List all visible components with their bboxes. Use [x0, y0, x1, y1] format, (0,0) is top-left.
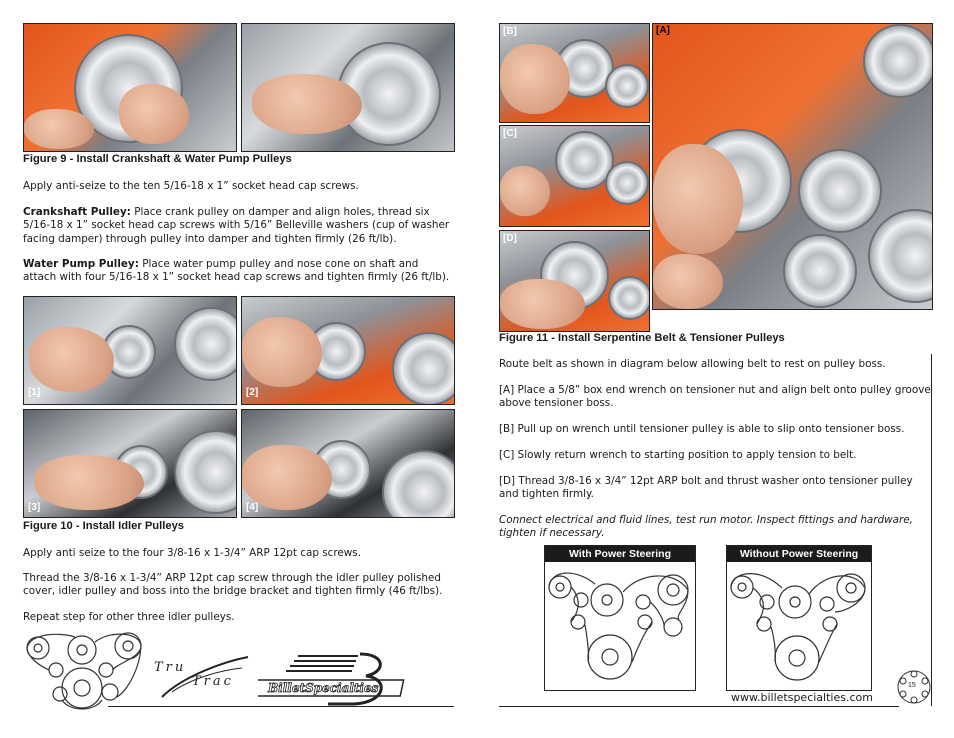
- figure10-para-3: Repeat step for other three idler pulleys.: [23, 611, 235, 623]
- figure11-para-d: [D] Thread 3/8-16 x 3/4” 12pt ARP bolt and thrust washer onto tensioner pulley and tighten firmly.: [499, 475, 913, 501]
- crank-pulley-label: Crankshaft Pulley:: [23, 206, 131, 218]
- water-pump-label: Water Pump Pulley:: [23, 258, 139, 270]
- figure11-photo-b: [499, 23, 650, 123]
- left-footer-rule: [108, 706, 454, 707]
- pulley-system-icon: [20, 628, 150, 716]
- figure11-photo-label-a: [A]: [656, 25, 670, 36]
- diagram-with-power-steering: [544, 545, 696, 691]
- figure11-para-c: [C] Slowly return wrench to starting position to apply tension to belt.: [499, 449, 857, 461]
- trutrac-logo-text-a: Tru: [154, 660, 187, 675]
- figure10-photo-label-3: [3]: [28, 502, 41, 513]
- figure10-photo-3: [23, 409, 237, 518]
- billet-specialties-logo-text: BilletSpecialties: [268, 681, 379, 695]
- figure10-photo-label-4: [4]: [246, 502, 259, 513]
- figure11-photo-c: [499, 125, 650, 227]
- figure11-para-route: Route belt as shown in diagram below allowing belt to rest on pulley boss.: [499, 358, 886, 370]
- figure10-photo-label-2: [2]: [246, 387, 259, 398]
- trutrac-logo-text-b: Trac: [192, 674, 234, 689]
- billet-specialties-logo: [258, 650, 418, 708]
- website-url[interactable]: www.billetspecialties.com: [731, 691, 873, 704]
- figure11-para-b: [B] Pull up on wrench until tensioner pulley is able to slip onto tensioner boss.: [499, 423, 905, 435]
- figure10-caption: Figure 10 - Install Idler Pulleys: [23, 520, 185, 532]
- figure10-photo-label-1: [1]: [28, 387, 41, 398]
- diagram-without-power-steering-title: Without Power Steering: [727, 546, 871, 562]
- figure11-para-a: [A] Place a 5/8” box end wrench on tensioner nut and align belt onto pulley groove above tensioner boss.: [499, 384, 931, 410]
- crank-pulley-text: Place crank pulley on damper and align holes, thread six 5/16-18 x 1” socket head cap screws with 5/16” Belleville washers (cup of washer facing damper) through pulley into damper and tighten firmly (26 ft/lb).: [23, 206, 450, 245]
- figure10-photo-2: [241, 296, 455, 405]
- figure9-caption: Figure 9 - Install Crankshaft & Water Pump Pulleys: [23, 153, 292, 165]
- figure10-photo-1: [23, 296, 237, 405]
- figure10-para-1: Apply anti seize to the four 3/8-16 x 1-3/4” ARP 12pt cap screws.: [23, 547, 362, 559]
- figure11-photo-d: [499, 230, 650, 332]
- water-pump-text: Place water pump pulley and nose cone on shaft and attach with four 5/16-18 x 1” socket head cap screws and tighten firmly (26 ft/lb).: [23, 258, 450, 284]
- figure10-para-2: Thread the 3/8-16 x 1-3/4” ARP 12pt cap screw through the idler pulley polished cover, idler pulley and boss into the bridge bracket and tighten firmly (46 ft/lbs).: [23, 572, 443, 598]
- diagram-without-power-steering: [726, 545, 872, 691]
- figure11-caption: Figure 11 - Install Serpentine Belt & Tensioner Pulleys: [499, 332, 785, 344]
- diagram-with-power-steering-title: With Power Steering: [545, 546, 695, 562]
- figure9-photo-crank: [23, 23, 237, 152]
- page-number: 15: [908, 682, 916, 689]
- figure11-photo-label-d: [D]: [503, 233, 517, 244]
- water-pump-instructions: [23, 258, 453, 285]
- figure11-photo-a: [652, 23, 933, 310]
- figure9-intro: Apply anti-seize to the ten 5/16-18 x 1” socket head cap screws.: [23, 180, 359, 192]
- figure11-note: Connect electrical and fluid lines, test run motor. Inspect fittings and hardware, tighten if necessary.: [499, 514, 913, 540]
- belt-routing-diagram-ps: [545, 562, 695, 690]
- figure9-photo-waterpump: [241, 23, 455, 152]
- right-footer-rule: [499, 706, 899, 707]
- figure11-photo-label-c: [C]: [503, 128, 517, 139]
- belt-routing-diagram-nops: [727, 562, 871, 690]
- figure10-photo-4: [241, 409, 455, 518]
- crank-pulley-instructions: [23, 206, 453, 246]
- figure11-photo-label-b: [B]: [503, 26, 517, 37]
- right-vertical-rule: [931, 354, 932, 706]
- trutrac-logo: [152, 652, 252, 702]
